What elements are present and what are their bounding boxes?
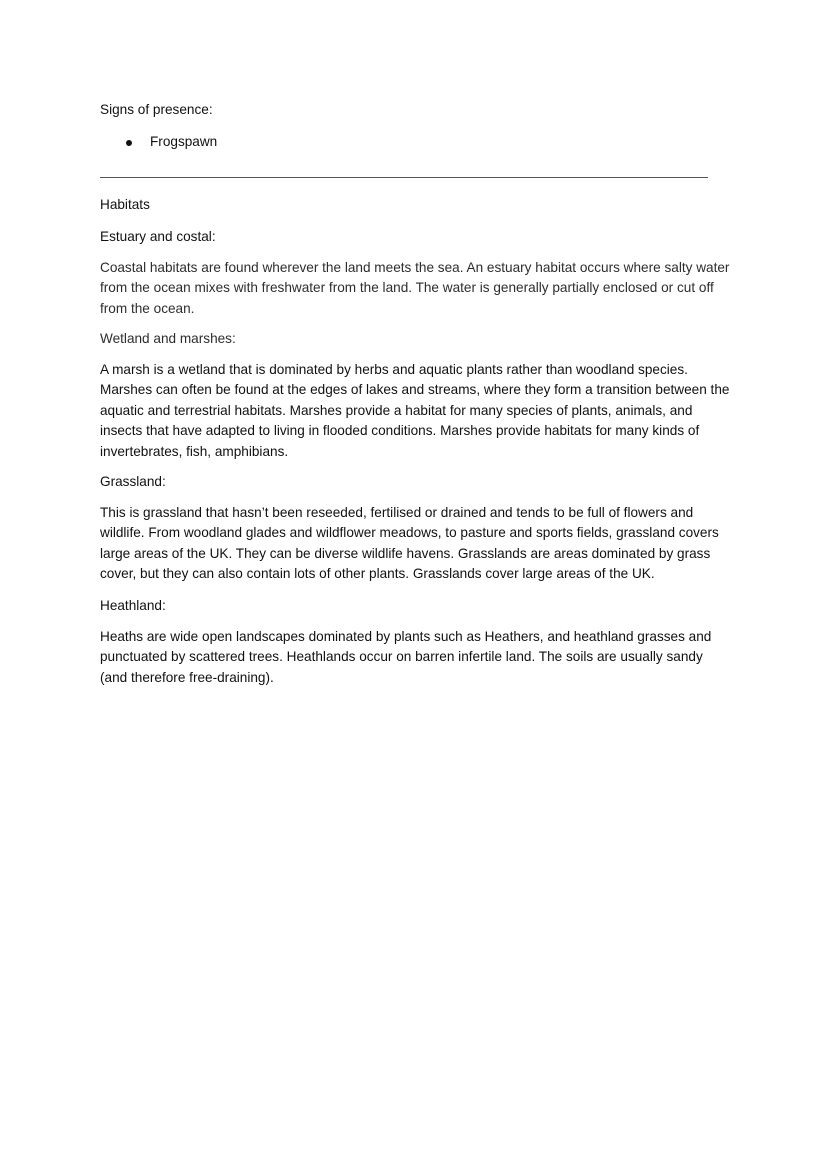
list-item xyxy=(100,132,730,152)
section-body-wetland: A marsh is a wetland that is dominated by herbs and aquatic plants rather than woodland species. Marshes can often be found at the edges of lakes and streams, where they form a transition between the aquatic and terrestrial habitats. Marshes provide a habitat for many species of plants, animals, and insects that have adapted to living in flooded conditions. Marshes provide habitats for many kinds of invertebrates, fish, amphibians. xyxy=(100,362,730,459)
habitats-title: Habitats xyxy=(100,197,150,212)
horizontal-divider xyxy=(100,177,708,178)
signs-heading: Signs of presence: xyxy=(100,102,213,117)
section-heading-grassland: Grassland: xyxy=(100,474,166,489)
section-heading-heathland: Heathland: xyxy=(100,598,166,613)
section-heading-estuary: Estuary and costal: xyxy=(100,229,216,244)
bullet-icon xyxy=(126,140,132,146)
section-heading-wetland: Wetland and marshes: xyxy=(100,331,236,346)
section-body-grassland: This is grassland that hasn’t been reseeded, fertilised or drained and tends to be full of flowers and wildlife. From woodland glades and wildflower meadows, to pasture and sports fields, grassland covers large areas of the UK. They can be diverse wildlife havens. Grasslands are areas dominated by grass cover, but they can also contain lots of other plants. Grasslands cover large areas of the UK. xyxy=(100,505,719,582)
list-item-label: Frogspawn xyxy=(150,134,218,149)
section-body-estuary: Coastal habitats are found wherever the land meets the sea. An estuary habitat occurs where salty water from the ocean mixes with freshwater from the land. The water is generally partially enclosed or cut off from the ocean. xyxy=(100,260,730,316)
section-body-heathland: Heaths are wide open landscapes dominated by plants such as Heathers, and heathland grasses and punctuated by scattered trees. Heathlands occur on barren infertile land. The soils are usually sandy (and therefore free-draining). xyxy=(100,629,712,685)
